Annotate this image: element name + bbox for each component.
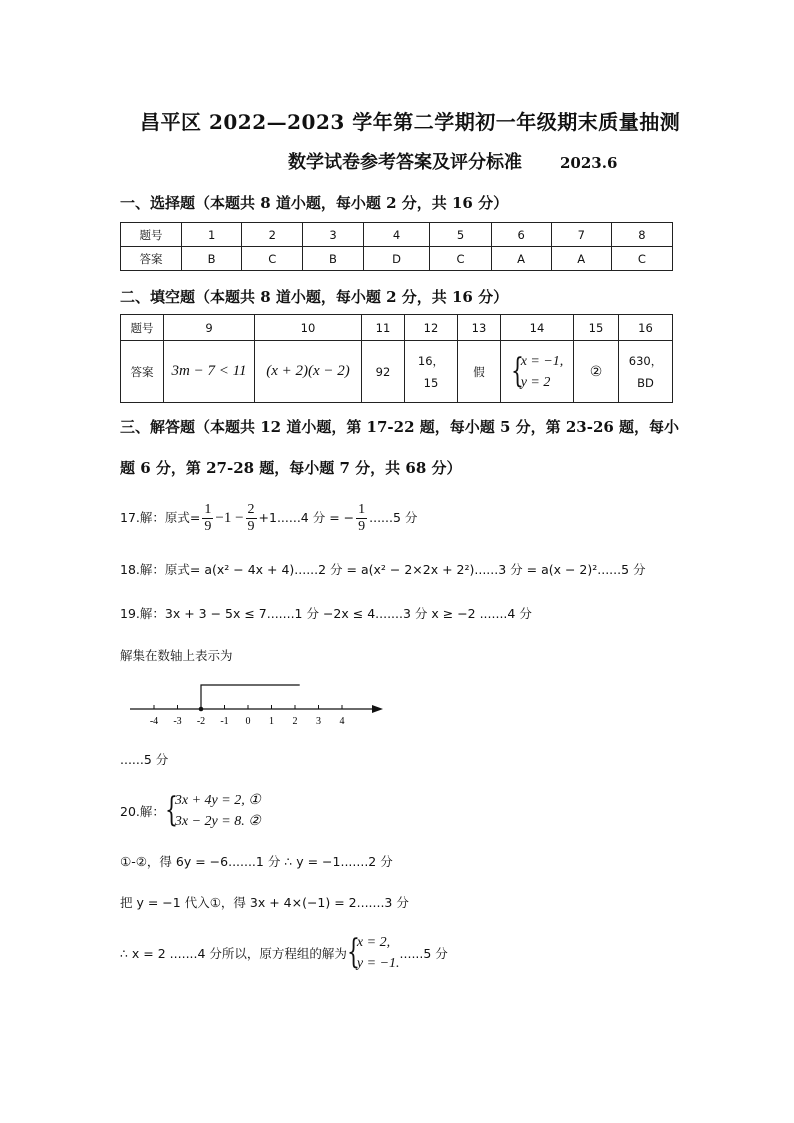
choice-q-7: 7 xyxy=(551,223,611,247)
choice-a-5: C xyxy=(430,247,491,271)
numline-caption: 解集在数轴上表示为 xyxy=(120,648,233,663)
choice-a-3: B xyxy=(303,247,363,271)
exam-date: 2023.6 xyxy=(560,154,618,172)
fill-a-16-line1: 630， xyxy=(628,353,663,368)
left-brace-icon: { xyxy=(346,932,360,972)
fill-q-16: 16 xyxy=(619,315,673,341)
solution-set-ray xyxy=(201,685,300,709)
q20-step3-post: ......5 分 xyxy=(399,946,448,961)
q18-solution: 18.解：原式= a(x² − 4x + 4)......2 分 = a(x² − 2×2x + 2²)......3 分 = a(x − 2)²......5 分 xyxy=(120,562,646,577)
q20-eq1: 3x + 4y = 2, ① xyxy=(174,793,261,808)
choice-a-7: A xyxy=(551,247,611,271)
tick-label: -1 xyxy=(220,716,229,727)
choice-a-4: D xyxy=(363,247,430,271)
fill-q-10: 10 xyxy=(255,315,362,341)
fill-a-16 xyxy=(619,341,673,403)
choice-q-6: 6 xyxy=(491,223,551,247)
fill-a-14-system xyxy=(511,351,564,393)
choice-a-6: A xyxy=(491,247,551,271)
q20-sol1: x = 2, xyxy=(356,935,391,950)
choice-q-8: 8 xyxy=(611,223,672,247)
q20-solution-system xyxy=(347,932,400,974)
tick-label: 0 xyxy=(245,716,251,727)
tick-label: 3 xyxy=(316,716,321,727)
q17-f2-denominator: 9 xyxy=(247,519,255,534)
section3-heading-line2: 题 6 分，第 27-28 题，每小题 7 分，共 68 分） xyxy=(120,459,462,477)
fill-q-12: 12 xyxy=(405,315,458,341)
q20-equation-system xyxy=(165,790,261,832)
tick-label: 4 xyxy=(339,716,345,727)
fill-a-13: 假 xyxy=(458,341,501,403)
section2-heading: 二、填空题（本题共 8 道小题，每小题 2 分，共 16 分） xyxy=(120,288,509,306)
page-title: 昌平区 2022—2023 学年第二学期初一年级期末质量抽测 xyxy=(140,110,681,134)
q20-eq2: 3x − 2y = 8. ② xyxy=(174,814,261,829)
axis-arrow-icon xyxy=(372,705,383,713)
q17-f2-numerator: 2 xyxy=(247,502,255,517)
section1-heading: 一、选择题（本题共 8 道小题，每小题 2 分，共 16 分） xyxy=(120,194,509,212)
row-label-question: 题号 xyxy=(121,223,182,247)
choice-q-2: 2 xyxy=(242,223,303,247)
number-line xyxy=(125,675,395,730)
q17-fraction-1 xyxy=(202,502,213,535)
left-brace-icon: { xyxy=(510,350,524,391)
fill-a-14-line2: y = 2 xyxy=(520,374,551,390)
choice-q-5: 5 xyxy=(430,223,491,247)
q20-step3-pre: ∴ x = 2 .......4 分所以，原方程组的解为 xyxy=(120,946,347,961)
q17-f1-numerator: 1 xyxy=(204,502,212,517)
choice-q-3: 3 xyxy=(303,223,363,247)
fill-q-14: 14 xyxy=(501,315,574,341)
fill-a-12-line2: 15 xyxy=(423,375,439,390)
fill-a-14-line1: x = −1, xyxy=(520,353,564,369)
left-brace-icon: { xyxy=(164,790,178,830)
q17-f1-denominator: 9 xyxy=(204,519,212,534)
q17-end: ......5 分 xyxy=(369,510,418,525)
fill-q-11: 11 xyxy=(362,315,405,341)
tick-label: -3 xyxy=(173,716,182,727)
row-label-question: 题号 xyxy=(121,315,164,341)
fill-a-15: ② xyxy=(574,341,619,403)
q20-step3 xyxy=(120,932,448,974)
choice-q-4: 4 xyxy=(363,223,430,247)
choice-a-2: C xyxy=(242,247,303,271)
fill-a-10: (x + 2)(x − 2) xyxy=(255,341,362,403)
q20-sol2: y = −1. xyxy=(356,956,400,971)
choice-answer-table xyxy=(120,222,673,271)
fill-q-13: 13 xyxy=(458,315,501,341)
q17-solution xyxy=(120,500,417,536)
choice-a-1: B xyxy=(182,247,242,271)
q19-score: ......5 分 xyxy=(120,752,169,767)
q17-fraction-2 xyxy=(246,502,257,535)
page-subtitle xyxy=(288,148,617,174)
q20-step2: 把 y = −1 代入①，得 3x + 4×(−1) = 2.......3 分 xyxy=(120,895,409,910)
fill-answer-table xyxy=(120,314,673,403)
tick-label: 2 xyxy=(292,716,298,727)
q17-label: 17.解：原式= xyxy=(120,510,201,525)
fill-a-12 xyxy=(405,341,458,403)
choice-a-8: C xyxy=(611,247,672,271)
q20-label: 20.解： xyxy=(120,804,165,819)
tick-label: 1 xyxy=(269,716,274,727)
subtitle-text: 数学试卷参考答案及评分标准 xyxy=(288,152,522,173)
q19-solution: 19.解：3x + 3 − 5x ≤ 7.......1 分 −2x ≤ 4.......3 分 x ≥ −2 .......4 分 xyxy=(120,606,532,621)
row-label-answer: 答案 xyxy=(121,341,164,403)
row-label-answer: 答案 xyxy=(121,247,182,271)
q20-step1: ①-②，得 6y = −6.......1 分 ∴ y = −1.......2 分 xyxy=(120,854,393,869)
fill-q-9: 9 xyxy=(164,315,255,341)
fill-a-11: 92 xyxy=(362,341,405,403)
fill-a-9: 3m − 7 < 11 xyxy=(164,341,255,403)
fill-a-12-line1: 16， xyxy=(417,353,445,368)
q17-mid: −1 − xyxy=(215,510,244,526)
q17-f3-numerator: 1 xyxy=(358,502,366,517)
fill-a-16-line2: BD xyxy=(637,375,654,390)
solution-endpoint xyxy=(199,707,204,712)
tick-labels xyxy=(150,716,345,727)
tick-label: -2 xyxy=(196,716,206,727)
tick-label: -4 xyxy=(149,716,159,727)
q17-after: +1......4 分 = − xyxy=(258,510,355,525)
fill-a-14 xyxy=(501,341,574,403)
q17-fraction-3 xyxy=(356,502,367,535)
section3-heading-line1: 三、解答题（本题共 12 道小题，第 17-22 题，每小题 5 分，第 23-26 题，每小 xyxy=(120,418,680,436)
choice-q-1: 1 xyxy=(182,223,242,247)
q17-f3-denominator: 9 xyxy=(358,519,366,534)
fill-q-15: 15 xyxy=(574,315,619,341)
q20-system xyxy=(120,790,261,832)
